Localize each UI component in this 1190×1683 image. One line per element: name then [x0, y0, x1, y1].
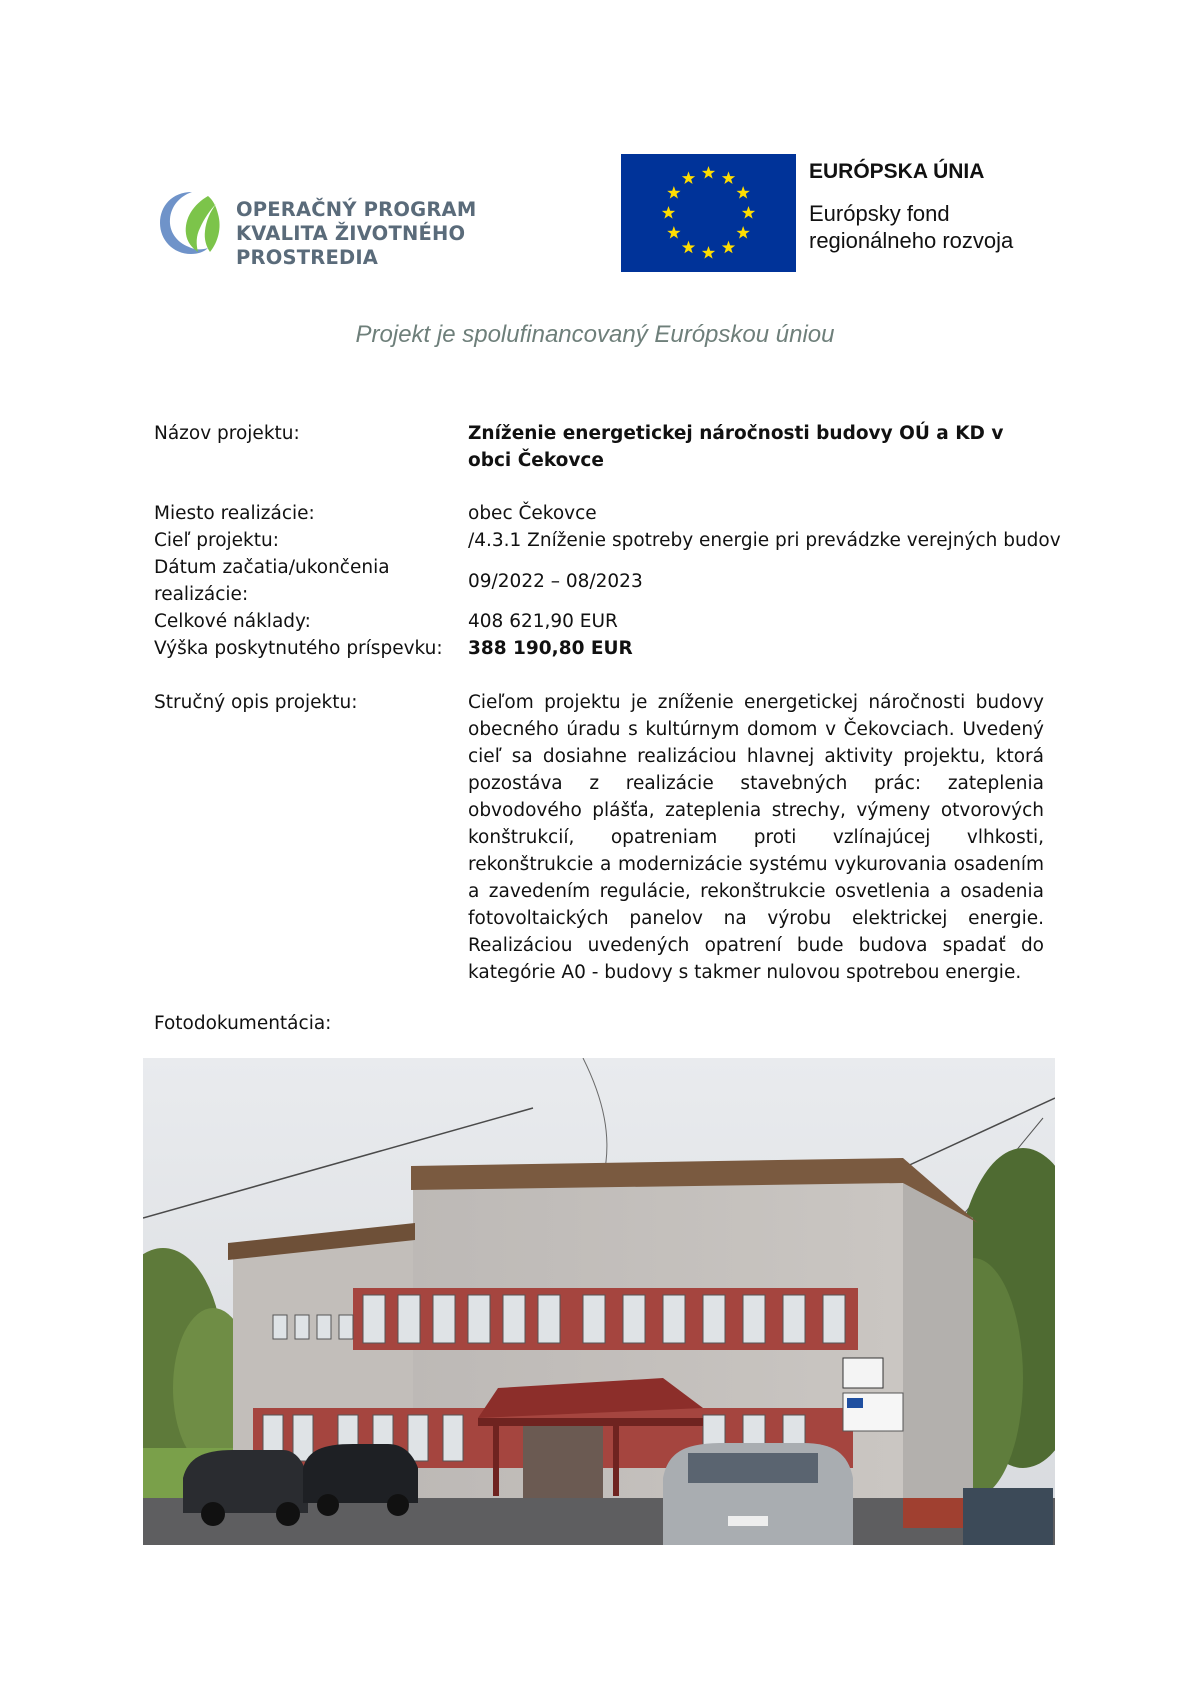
place-value: obec Čekovce	[468, 503, 597, 524]
eu-star-icon	[722, 241, 735, 254]
eu-fund-line1: Európsky fond	[809, 201, 950, 226]
eu-star-icon	[736, 226, 749, 239]
eu-text-block	[809, 160, 1049, 254]
place-label: Miesto realizácie:	[154, 503, 315, 524]
eu-star-icon	[722, 171, 735, 184]
building-photo-image	[143, 1058, 1055, 1545]
eu-star-icon	[702, 246, 715, 259]
opkzp-logo	[158, 186, 578, 269]
opkzp-line1: OPERAČNÝ PROGRAM	[236, 198, 477, 221]
date-label: Dátum začatia/ukončenia realizácie:	[154, 557, 390, 605]
project-name-value: Zníženie energetickej náročnosti budovy OÚ a KD v obci Čekovce	[468, 423, 1004, 471]
eu-star-icon	[736, 186, 749, 199]
opkzp-line2: KVALITA ŽIVOTNÉHO PROSTREDIA	[236, 222, 466, 269]
cost-label: Celkové náklady:	[154, 611, 311, 632]
goal-label: Cieľ projektu:	[154, 530, 279, 551]
eu-star-icon	[682, 171, 695, 184]
eu-star-icon	[667, 226, 680, 239]
opkzp-title	[236, 198, 578, 270]
eu-fund-line2: regionálneho rozvoja	[809, 228, 1014, 253]
grant-value: 388 190,80 EUR	[468, 638, 633, 659]
leaf-logo-icon	[158, 186, 228, 260]
eu-star-icon	[667, 186, 680, 199]
photo-label: Fotodokumentácia:	[154, 1013, 332, 1034]
cofinancing-tagline: Projekt je spolufinancovaný Európskou úniou	[355, 321, 835, 348]
date-value: 09/2022 – 08/2023	[468, 571, 643, 592]
eu-flag	[621, 154, 796, 272]
goal-value: /4.3.1 Zníženie spotreby energie pri prevádzke verejných budov	[468, 530, 1061, 551]
eu-star-icon	[682, 241, 695, 254]
eu-star-icon	[742, 206, 755, 219]
eu-title: EURÓPSKA ÚNIA	[809, 160, 985, 183]
cost-value: 408 621,90 EUR	[468, 611, 618, 632]
description-label: Stručný opis projektu:	[154, 692, 358, 713]
description-value: Cieľom projektu je zníženie energetickej náročnosti budovy obecného úradu s kultúrnym domom v Čekovciach. Uvedený cieľ sa dosiahne realizáciou hlavnej aktivity projektu, ktorá pozostáva z realizácie stavebných prác: zateplenia obvodového plášťa, zateplenia strechy, výmeny otvorových konštrukcií, opatreniam proti vzlínajúcej vlhkosti, rekonštrukcie a modernizácie systému vykurovania osadením a zavedením regulácie, rekonštrukcie osvetlenia a osadenia fotovoltaických panelov na výrobu elektrickej energie. Realizáciou uvedených opatrení bude budova spadať do kategórie A0 - budovy s takmer nulovou spotrebou energie.	[468, 692, 1044, 983]
project-name-label: Názov projektu:	[154, 423, 300, 444]
grant-label: Výška poskytnutého príspevku:	[154, 638, 443, 659]
eu-stars-icon	[621, 154, 796, 272]
eu-star-icon	[702, 166, 715, 179]
eu-star-icon	[662, 206, 675, 219]
building-photo	[143, 1058, 1055, 1545]
